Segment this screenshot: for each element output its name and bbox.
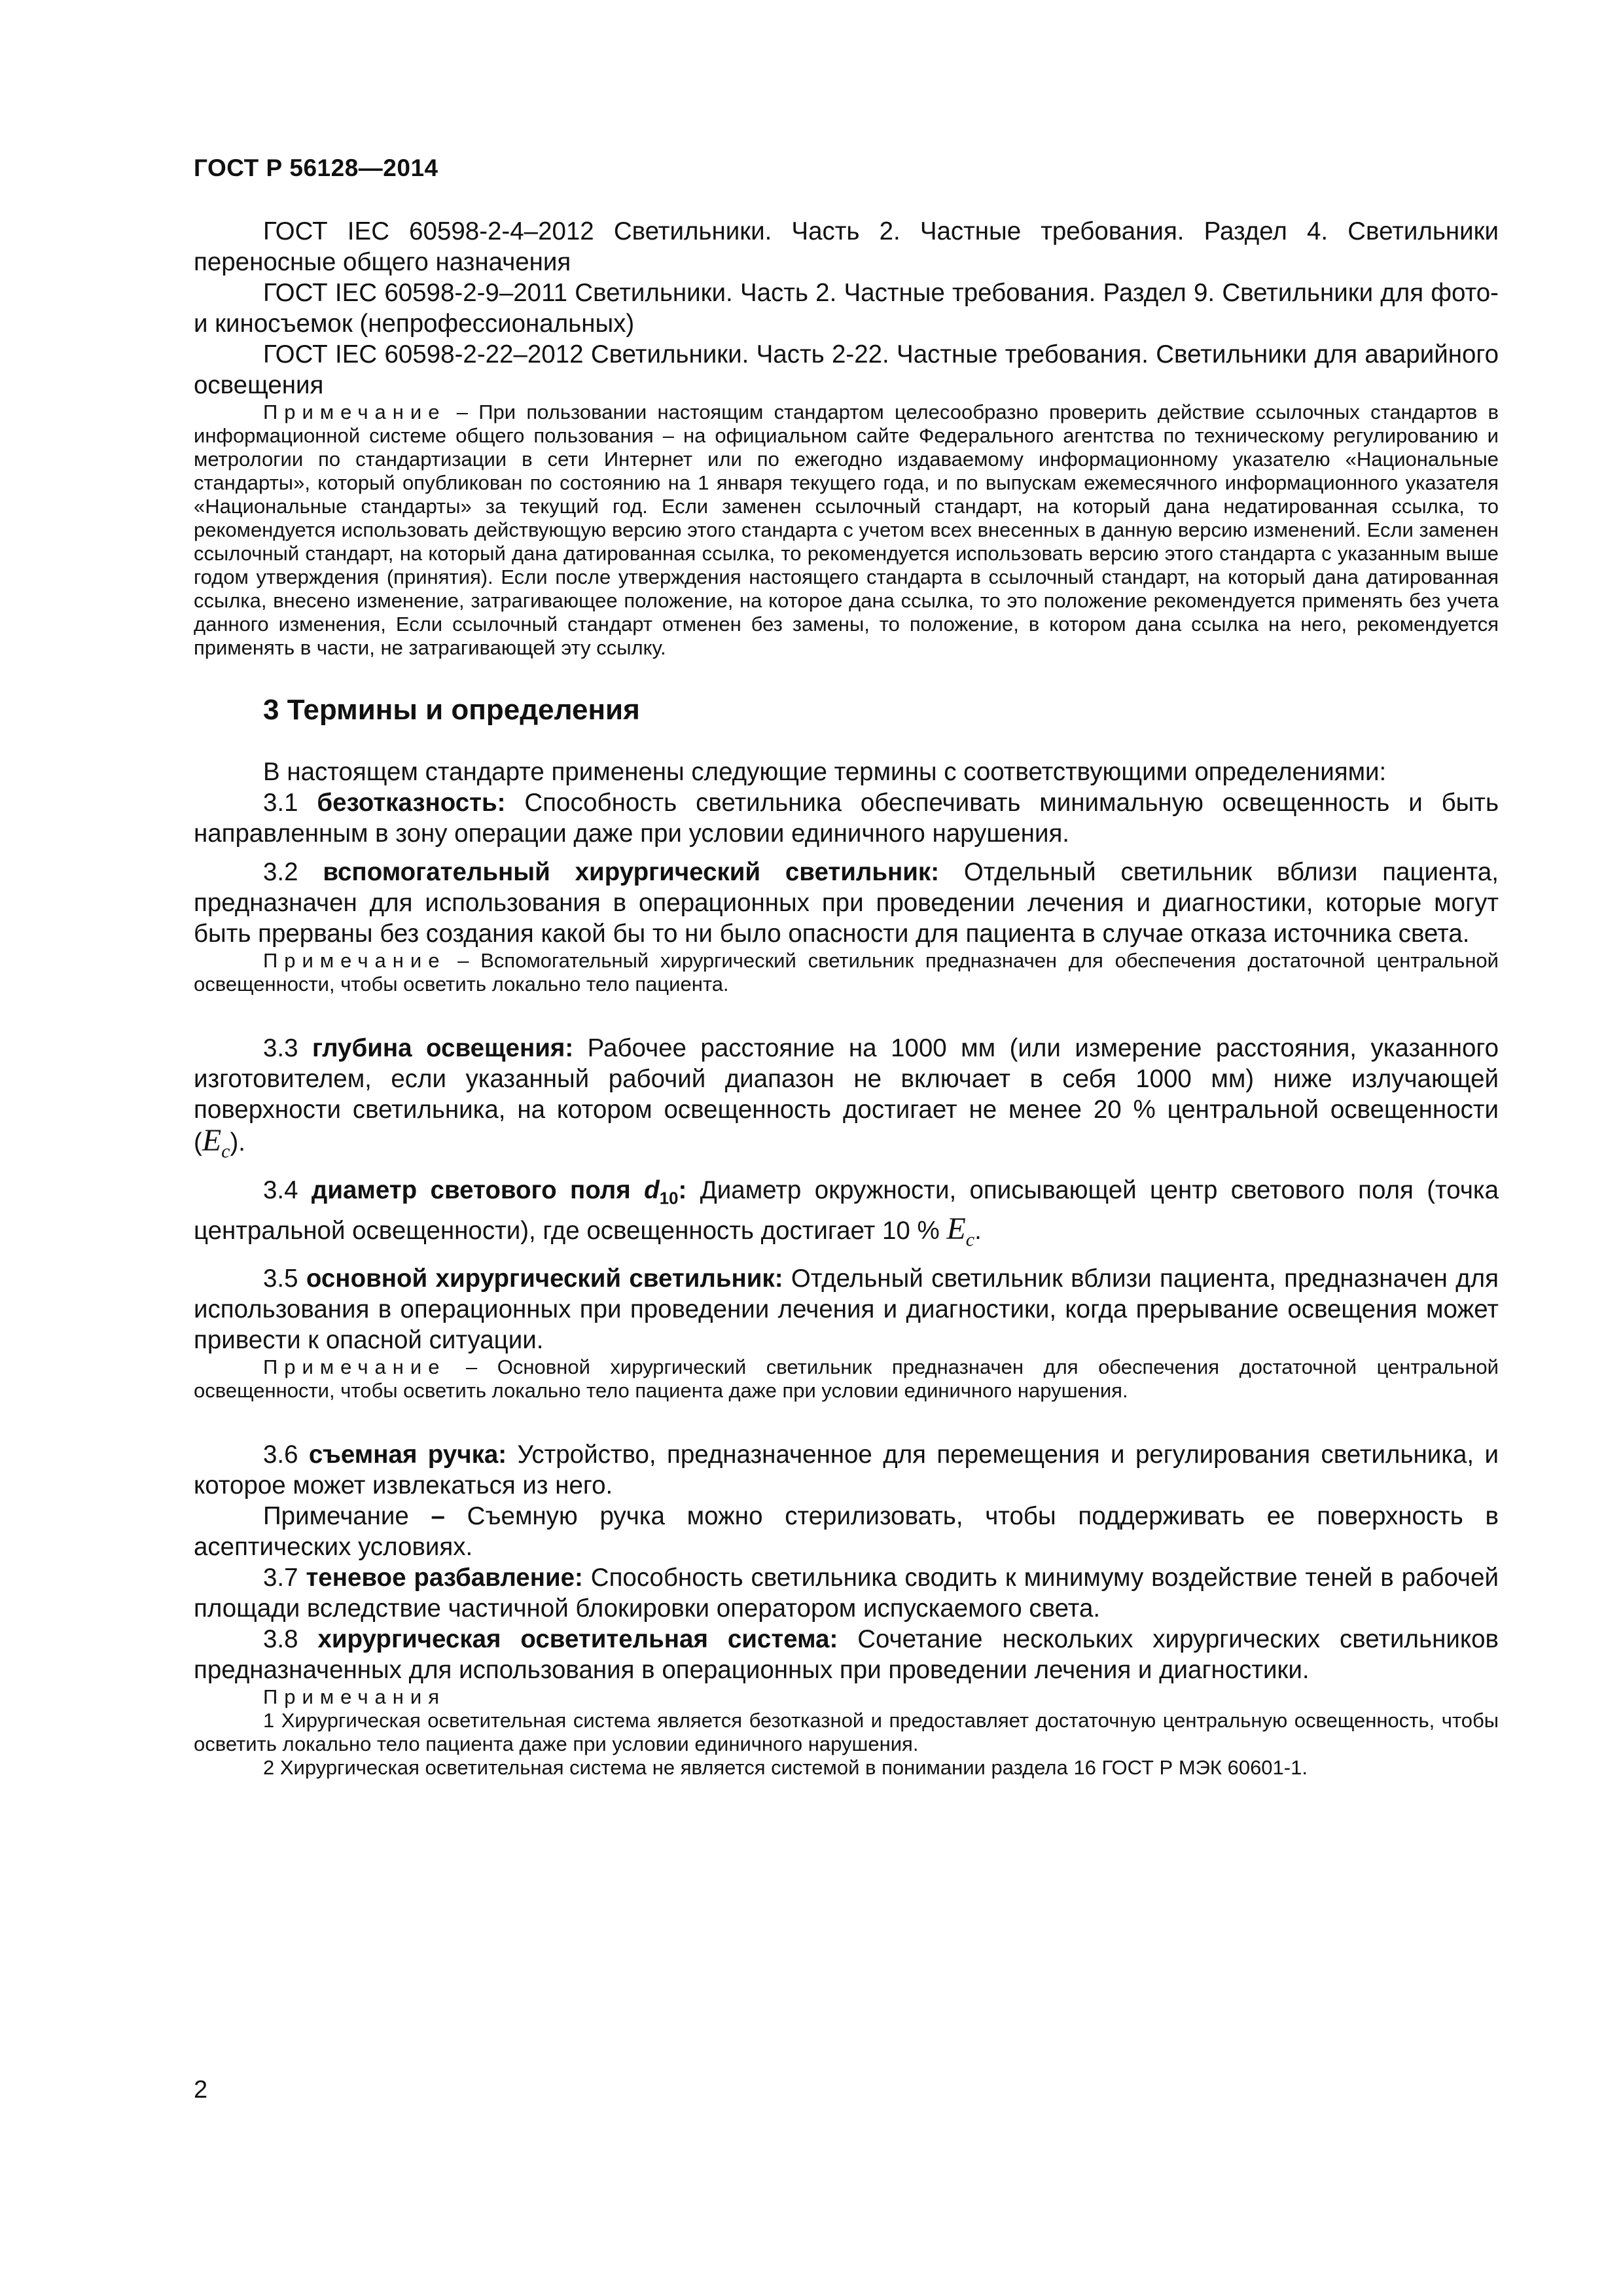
term-number: 3.2 (263, 858, 323, 886)
reference-item: ГОСТ IEC 60598-2-22–2012 Светильники. Часть 2-22. Частные требования. Светильники для аварийного освещения (194, 340, 1499, 399)
term-name: безотказность: (317, 789, 506, 817)
term-name: глубина освещения: (312, 1034, 574, 1062)
reference-item: ГОСТ IEC 60598-2-9–2011 Светильники. Часть 2. Частные требования. Раздел 9. Светильники для фото- и киносъемок (непрофессиональных) (194, 279, 1499, 338)
term-note-item: 1 Хирургическая осветительная система является безотказной и предоставляет достаточную центральную освещенность, чтобы осветить локально тело пациента даже при условии единичного нарушения. (194, 1708, 1499, 1755)
term-name: теневое разбавление: (306, 1563, 583, 1592)
note-text: – При пользовании настоящим стандартом целесообразно проверить действие ссылочных стандартов в информационной системе общего пользования – на официальном сайте Федерального агентства по техническому регулированию и метрологии по стандартизации в сети Интернет или по ежегодно издаваемому информационному указателю «Национальные стандарты», который опубликован по состоянию на 1 января текущего года, и по выпускам ежемесячного информационного указателя «Национальные стандарты» за текущий год. Если заменен ссылочный стандарт, на который дана недатированная ссылка, то рекомендуется использовать действующую версию этого стандарта с учетом всех внесенных в данную версию изменений. Если заменен ссылочный стандарт, на который дана датированная ссылка, то рекомендуется использовать версию этого стандарта с указанным выше годом утверждения (принятия). Если после утверждения настоящего стандарта в ссылочный стандарт, на который дана датированная ссылка, внесено изменение, затрагивающее положение, на которое дана ссылка, то это положение рекомендуется применять без учета данного изменения, Если ссылочный стандарт отменен без замены, то положение, в котором дана ссылка на него, рекомендуется применять в части, не затрагивающей эту ссылку. (194, 401, 1499, 659)
symbol-ec: $E_c$ (202, 1123, 230, 1162)
term-text: Рабочее расстояние на 1000 мм (или измерение расстояния, указанного изготовителем, если указанный рабочий диапазон не включает в себя 1000 мм) ниже излучающей поверхности светильника, на котором освещенность достигает не менее 20 % центральной освещенности ( (194, 1034, 1499, 1157)
note-text: – Основной хирургический светильник предназначен для обеспечения достаточной центральной освещенности, чтобы осветить локально тело пациента даже при условии единичного нарушения. (194, 1355, 1499, 1402)
term-note (194, 1501, 1499, 1562)
note-label: Примечание (263, 1355, 446, 1378)
term-text: Диаметр окружности, описывающей центр светового поля (точка центральной освещенности), где освещенность достигает 10 % (194, 1175, 1499, 1246)
term-number: 3.4 (263, 1175, 312, 1204)
reference-note (194, 401, 1499, 660)
term-text: Отдельный светильник вблизи пациента, предназначен для использования в операционных при проведении лечения и диагностики, когда прерывание освещения может привести к опасной ситуации. (194, 1264, 1499, 1354)
term-name: диаметр светового поля (311, 1175, 645, 1204)
term-text: Устройство, предназначенное для перемещения и регулирования светильника, и которое может извлекаться из него. (194, 1440, 1499, 1499)
term-number: 3.8 (263, 1624, 318, 1653)
term-subscript: 10 (659, 1188, 679, 1208)
term-name: хирургическая осветительная система: (317, 1624, 838, 1653)
term-name: основной хирургический светильник: (306, 1264, 783, 1293)
section-title: 3 Термины и определения (263, 694, 640, 726)
term-number: 3.5 (263, 1264, 306, 1293)
term-definition (194, 1033, 1499, 1167)
term-definition (194, 1263, 1499, 1355)
term-text: Способность светильника сводить к минимуму воздействие теней в рабочей площади вследствие частичной блокировки оператором испускаемого света. (194, 1563, 1499, 1623)
term-note-label: Примечания (263, 1685, 446, 1708)
reference-item: ГОСТ IEC 60598-2-4–2012 Светильники. Часть 2. Частные требования. Раздел 4. Светильники переносные общего назначения (194, 217, 1499, 276)
term-definition (194, 857, 1499, 949)
term-note (194, 949, 1499, 996)
term-text-end: ). (230, 1128, 246, 1157)
term-number: 3.7 (263, 1563, 306, 1592)
document-header: ГОСТ Р 56128—2014 (194, 154, 438, 181)
term-variable: d (644, 1175, 660, 1204)
term-text-end: . (974, 1217, 982, 1246)
term-definition (194, 1439, 1499, 1501)
term-note-item: 2 Хирургическая осветительная система не является системой в понимании раздела 16 ГОСТ Р МЭК 60601-1. (263, 1755, 1308, 1779)
note-text: Съемную ручка можно стерилизовать, чтобы поддерживать ее поверхность в асептических условиях. (194, 1501, 1499, 1561)
section-intro: В настоящем стандарте применены следующие термины с соответствующими определениями: (263, 758, 1387, 786)
note-label: Примечание (263, 1501, 409, 1530)
term-definition (194, 1562, 1499, 1624)
term-text: Способность светильника обеспечивать минимальную освещенность и быть направленным в зону операции даже при условии единичного нарушения. (194, 789, 1499, 848)
page-number: 2 (194, 2076, 208, 2104)
term-definition (194, 787, 1499, 849)
term-definition (194, 1175, 1499, 1255)
note-dash: – (408, 1501, 467, 1530)
term-text: Сочетание нескольких хирургических светильников предназначенных для использования в операционных при проведении лечения и диагностики. (194, 1624, 1499, 1684)
note-label: Примечание (263, 401, 446, 423)
symbol-ec: $E_c$ (946, 1211, 975, 1251)
note-text: – Вспомогательный хирургический светильник предназначен для обеспечения достаточной центральной освещенности, чтобы осветить локально тело пациента. (194, 949, 1499, 996)
term-colon: : (678, 1175, 687, 1204)
term-text: Отдельный светильник вблизи пациента, предназначен для использования в операционных при проведении лечения и диагностики, которые могут быть прерваны без создания какой бы то ни было опасности для пациента в случае отказа источника света. (194, 858, 1499, 948)
term-definition (194, 1624, 1499, 1685)
term-number: 3.3 (263, 1034, 313, 1062)
note-label: Примечание (263, 949, 446, 972)
term-number: 3.6 (263, 1440, 309, 1469)
document-body (194, 216, 1499, 1780)
term-name: вспомогательный хирургический светильник: (323, 858, 940, 886)
term-number: 3.1 (263, 789, 317, 817)
term-name: съемная ручка: (308, 1440, 507, 1469)
term-note (194, 1355, 1499, 1403)
